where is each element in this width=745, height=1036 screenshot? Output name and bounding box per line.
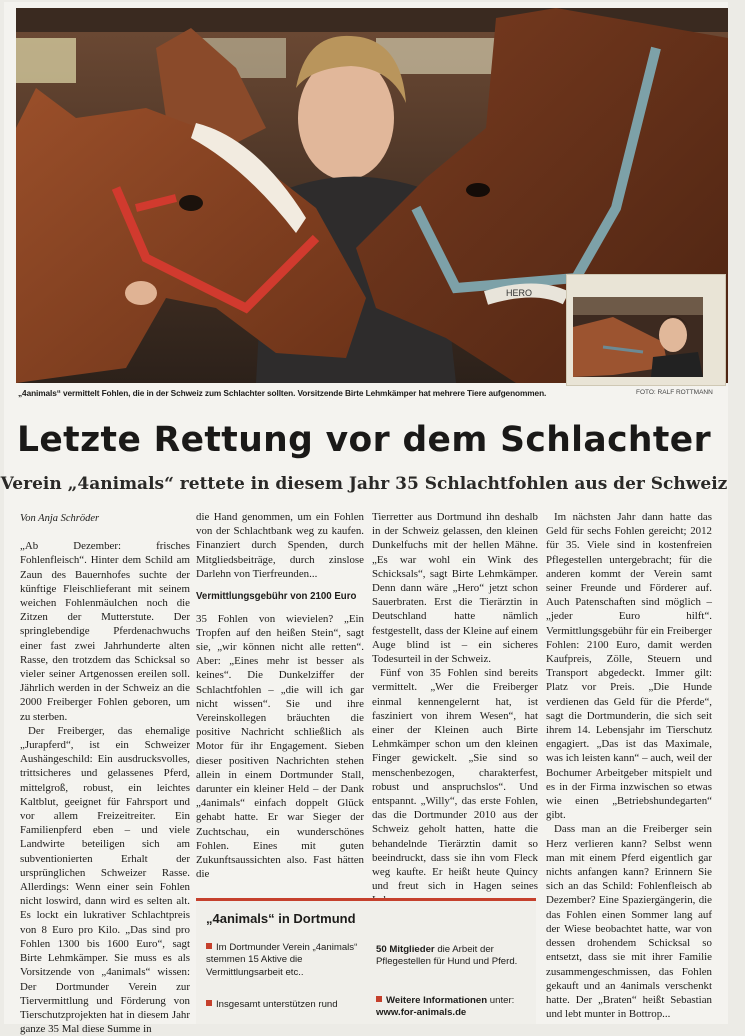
info-item	[206, 999, 366, 1011]
info-item	[376, 944, 536, 969]
subheadline: Verein „4animals“ rettete in diesem Jahr 35 Schlachtfohlen aus der Schweiz	[0, 474, 728, 494]
paragraph: 35 Fohlen von wievielen? „Ein Tropfen auf den heißen Stein“, sagt sie, „wir können nicht alle retten“. Aber: „Eines mehr ist besser als keines“. Die Dunkelziffer der Schlachtfohlen – „die will ich gar nicht wissen“. Sie und ihre Vereinskollegen bräuchten die positive Nachricht schließlich als Motor für ihr Engagement. Sieben dieser positiven Nachrichten stehen allein in einem Dortmunder Stall, darunter ein kleiner Held – der Dank „4animals“ einfach doppelt Glück gehabt hatte. Er war Sieger der Zuchtschau, ein wunderschönes Fohlen. Eines mit guten Zukunftsaussichten also. Fast hätten die	[196, 612, 364, 881]
photo-credit: FOTO: RALF ROTTMANN	[636, 389, 713, 396]
photo-caption: „4animals“ vermittelt Fohlen, die in der Schweiz zum Schlachter sollten. Vorsitzende Birte Lehmkämper hat mehrere Tiere aufgenommen.	[18, 388, 547, 398]
article-column-3	[372, 510, 538, 908]
paragraph: Fünf von 35 Fohlen sind bereits vermittelt. „Wer die Freiberger einmal kennengelernt hat, ist fasziniert von ihrem Wesen“, hat einer der Kleinen auch Birte Lehmkämper schon um den kleinen Finger gewickelt. „Sie sind so menschenbezogen, charakterfest, robust und anspruchslos“. Und entspannt. „Willy“, das erste Fohlen, das die Dortmunder 2010 aus der Schweiz geholt hatten, hatte die behandelnde Tierärztin damit so beeindruckt, dass sie ihn vom Fleck weg kaufte. Er heißt heute Quincy und freut sich in Hagen seines	[372, 667, 538, 893]
article-column-1	[20, 512, 190, 1036]
paragraph: Im nächsten Jahr dann hatte das Geld für sechs Fohlen gereicht; 2012 für 35. Viele sind in kostenfreien Pflegestellen untergebracht; für die anderen kommt der Verein samt seiner Freunde und Förderer auf. Auch Patenschaften sind möglich – „jeder Euro hilft“. Vermittlungsgebühr für ein Freiberger Fohlen: 2100 Euro, damit werden Kaufpreis, Zölle, Steuern und Transport abgedeckt. Immer gilt: Platz vor Preis. „Die Hunde verdienen das Geld für die Pferde“, sagt die Dortmunderin, die sich seit ihrem 14. Lebensjahr im Tierschutz engagiert. „Das ist das Maximale, was ich leisten kann“ – auch, weil der Bochumer Arbeitgeber mitspielt und es in der Firma inzwischen so etwas wie einen „Betriebshundegarten“ gibt.	[546, 511, 712, 822]
bullet-square-icon	[206, 1000, 212, 1006]
info-item-text: unter:	[489, 995, 515, 1006]
info-item	[376, 995, 536, 1020]
info-item-bold: Weitere Informationen	[386, 995, 488, 1006]
article-column-4	[546, 510, 712, 1021]
info-item-text: Im Dortmunder Verein „4animals“ stemmen 15 Aktive die Vermittlungsarbeit etc..	[206, 942, 358, 978]
inset-photo	[566, 274, 726, 386]
byline: Von Anja Schröder	[20, 513, 100, 524]
article-column-2	[196, 510, 364, 881]
bullet-square-icon	[206, 943, 212, 949]
bullet-square-icon	[376, 996, 382, 1002]
paragraph: Der Freiberger, das ehemalige „Jurapferd“, ist ein Schweizer Aushängeschild: Ein ausdrucksvolles, trittsicheres und gelassenes Pferd, mittelgroß, robust, ein leichtes Kaltblut, geeignet für Fahrsport und vor allem Freizeitreiter. Ein Familienpferd eben – und viele Landwirte beteiligen sich am subventionierten Erhalt der ursprünglichen Schweizer Rasse. Allerdings: Wenn einer sein Fohlen nicht loswird, dann wird es selten alt. Es lockt ein lukrativer Schlachtpreis von 8 Euro pro Kilo. „Das sind pro Fohlen 1300 bis 1600 Euro“, sagt Birte Lehmkämper. Sie muss es als Vorsitzende von „4animals“ wissen: Der Dortmunder Verein zur Tiervermittlung und Förderung von Tierschutzprojekten hat in diesem Jahr ganze 35 Mal diese Summe in	[20, 724, 190, 1036]
halter-tag-text: HERO	[506, 288, 533, 298]
info-box-title: „4animals“ in Dortmund	[206, 911, 356, 926]
paragraph: „Ab Dezember: frisches Fohlenfleisch“. Hinter dem Schild am Zaun des Bauernhofes suchte der künftige Fleischlieferant mit seinem weichen Fohlenmäulchen noch die Zitzen der Mutterstute. Der springlebendige Pferdenachwuchs einer fast zwei Jahrhunderte alten Rasse, den trotzdem das Schicksal so vieler seiner Artgenossen ereilen soll. Jährlich werden in der Schweiz an die 2000 Freiberger Fohlen geboren, um zu sterben.	[20, 540, 190, 723]
info-item	[206, 942, 366, 979]
paragraph: Tierretter aus Dortmund ihn deshalb in der Schweiz gelassen, den kleinen Dunkelfuchs mit der hellen Mähne. „Es war wohl ein Wink des Schicksals“, sagt Birte Lehmkämper. Denn dann wäre „Hero“ jetzt schon Sauerbraten. Erst die Tierärztin in Deutschland hatte nämlich festgestellt, dass der Kleine auf einem Auge blind ist – ein sicheres Todesurteil in der Schweiz.	[372, 511, 538, 666]
website-link[interactable]: www.for-animals.de	[376, 1007, 467, 1019]
inset-illustration	[573, 297, 703, 377]
paragraph: Dass man an die Freiberger sein Herz verlieren kann? Selbst wenn man mit einem Pferd eigentlich gar nichts anfangen kann? Erinnern Sie sich an das Schild: Fohlenfleisch ab Dezember? Eine Spaziergängerin, die das Fohlen einen Sommer lang auf der Wiese beobachtet hatte, war von dessen drohendem Schicksal so entsetzt, dass sie mit ihrer Familie zusammengeschmissen, das Fohlen gekauft und an 4animals verschenkt hatte. Der „Braten“ heißt Sebastian und lebt munter in Bottrop...	[546, 823, 712, 1021]
info-box	[196, 898, 536, 1024]
info-item-text: Insgesamt unterstützen rund	[216, 999, 338, 1010]
headline: Letzte Rettung vor dem Schlachter	[17, 420, 711, 460]
info-item-bold: 50 Mitglieder	[376, 944, 435, 955]
info-item-text: die Arbeit der Pflegestellen für Hund und Pferd.	[376, 944, 518, 968]
section-subheading: Vermittlungsgebühr von 2100 Euro	[196, 591, 357, 603]
paragraph: die Hand genommen, um ein Fohlen von der Schlachtbank weg zu kaufen. Finanziert durch Spenden, durch Mitgliedsbeiträge, durch zinslose Darlehn von Tierfreunden...	[196, 511, 364, 580]
